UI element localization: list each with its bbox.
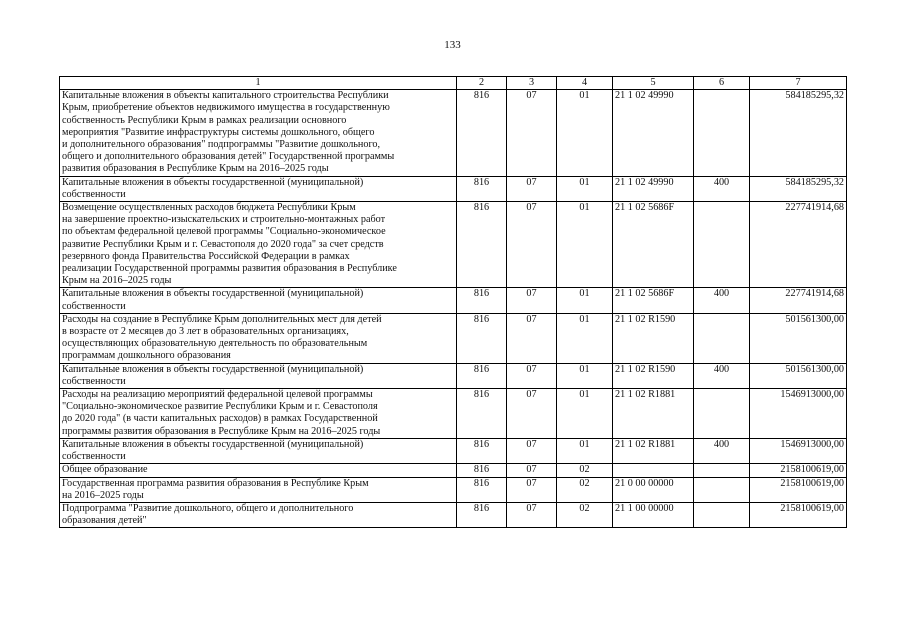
description-line: программы развития образования в Республике Крым на 2016–2025 годы bbox=[62, 425, 381, 437]
amount-cell: 584185295,32 bbox=[750, 176, 847, 201]
target-article-cell: 21 0 00 00000 bbox=[613, 477, 694, 502]
expense-type-cell: 400 bbox=[694, 288, 750, 313]
description-line: развитие Республики Крым и г. Севастополя до 2020 года" за счет средств bbox=[62, 238, 384, 250]
description-line: собственности bbox=[62, 375, 126, 387]
amount-cell: 1546913000,00 bbox=[750, 438, 847, 463]
description-cell bbox=[60, 464, 457, 477]
expense-type-cell bbox=[694, 464, 750, 477]
description-line: в возрасте от 2 месяцев до 3 лет в образовательных организациях, bbox=[62, 326, 349, 338]
ministry-code-cell: 816 bbox=[457, 502, 507, 527]
description-line: собственности bbox=[62, 451, 126, 463]
description-line: образования детей" bbox=[62, 515, 147, 527]
description-line: программам дошкольного образования bbox=[62, 350, 231, 362]
description-line: Крым, приобретение объектов недвижимого имущества в государственную bbox=[62, 102, 390, 114]
amount-cell: 2158100619,00 bbox=[750, 502, 847, 527]
description-line: собственности bbox=[62, 188, 126, 200]
table-row bbox=[60, 90, 847, 176]
amount-cell: 2158100619,00 bbox=[750, 477, 847, 502]
description-line: на 2016–2025 годы bbox=[62, 489, 144, 501]
table-row bbox=[60, 389, 847, 439]
target-article-cell: 21 1 02 5686F bbox=[613, 202, 694, 288]
description-line: Крым на 2016–2025 годы bbox=[62, 275, 172, 287]
description-line: Государственная программа развития образования в Республике Крым bbox=[62, 477, 369, 489]
column-number-7: 7 bbox=[750, 77, 847, 90]
ministry-code-cell: 816 bbox=[457, 477, 507, 502]
subsection-code-cell: 01 bbox=[557, 176, 613, 201]
expense-type-cell: 400 bbox=[694, 363, 750, 388]
amount-cell: 227741914,68 bbox=[750, 202, 847, 288]
subsection-code-cell: 02 bbox=[557, 502, 613, 527]
description-line: Капитальные вложения в объекты государственной (муниципальной) bbox=[62, 288, 364, 300]
description-line: собственности bbox=[62, 300, 126, 312]
description-line: Подпрограмма "Развитие дошкольного, общего и дополнительного bbox=[62, 502, 354, 514]
description-line: Капитальные вложения в объекты государственной (муниципальной) bbox=[62, 438, 364, 450]
budget-table bbox=[59, 76, 847, 528]
target-article-cell: 21 1 02 5686F bbox=[613, 288, 694, 313]
section-code-cell: 07 bbox=[507, 313, 557, 363]
description-line: общего и дополнительного образования детей" Государственной программы bbox=[62, 151, 395, 163]
description-line: и дополнительного образования" подпрограммы "Развитие дошкольного, bbox=[62, 139, 381, 151]
table-row bbox=[60, 464, 847, 477]
target-article-cell: 21 1 02 49990 bbox=[613, 176, 694, 201]
section-code-cell: 07 bbox=[507, 288, 557, 313]
section-code-cell: 07 bbox=[507, 363, 557, 388]
table-row bbox=[60, 202, 847, 288]
ministry-code-cell: 816 bbox=[457, 464, 507, 477]
budget-table-body bbox=[60, 77, 847, 528]
section-code-cell: 07 bbox=[507, 202, 557, 288]
description-line: до 2020 года" (в части капитальных расходов) в рамках Государственной bbox=[62, 413, 378, 425]
description-line: Капитальные вложения в объекты капитального строительства Республики bbox=[62, 90, 389, 102]
ministry-code-cell: 816 bbox=[457, 90, 507, 176]
description-cell bbox=[60, 313, 457, 363]
column-number-2: 2 bbox=[457, 77, 507, 90]
description-line: осуществляющих образовательную деятельность по образовательным bbox=[62, 338, 368, 350]
amount-cell: 501561300,00 bbox=[750, 313, 847, 363]
subsection-code-cell: 01 bbox=[557, 90, 613, 176]
subsection-code-cell: 01 bbox=[557, 363, 613, 388]
subsection-code-cell: 01 bbox=[557, 389, 613, 439]
target-article-cell: 21 1 02 R1590 bbox=[613, 363, 694, 388]
subsection-code-cell: 02 bbox=[557, 464, 613, 477]
target-article-cell: 21 1 02 R1881 bbox=[613, 389, 694, 439]
table-row bbox=[60, 502, 847, 527]
section-code-cell: 07 bbox=[507, 477, 557, 502]
amount-cell: 2158100619,00 bbox=[750, 464, 847, 477]
section-code-cell: 07 bbox=[507, 464, 557, 477]
description-cell bbox=[60, 389, 457, 439]
section-code-cell: 07 bbox=[507, 502, 557, 527]
description-line: Возмещение осуществленных расходов бюджета Республики Крым bbox=[62, 202, 356, 214]
expense-type-cell bbox=[694, 389, 750, 439]
expense-type-cell bbox=[694, 502, 750, 527]
ministry-code-cell: 816 bbox=[457, 202, 507, 288]
table-row bbox=[60, 477, 847, 502]
expense-type-cell bbox=[694, 90, 750, 176]
description-cell bbox=[60, 438, 457, 463]
section-code-cell: 07 bbox=[507, 90, 557, 176]
subsection-code-cell: 02 bbox=[557, 477, 613, 502]
expense-type-cell bbox=[694, 202, 750, 288]
amount-cell: 1546913000,00 bbox=[750, 389, 847, 439]
description-line: мероприятия "Развитие инфраструктуры системы дошкольного, общего bbox=[62, 126, 375, 138]
table-row bbox=[60, 176, 847, 201]
description-cell bbox=[60, 176, 457, 201]
table-row bbox=[60, 288, 847, 313]
table-row bbox=[60, 438, 847, 463]
column-number-row bbox=[60, 77, 847, 90]
amount-cell: 227741914,68 bbox=[750, 288, 847, 313]
expense-type-cell: 400 bbox=[694, 438, 750, 463]
description-line: Расходы на создание в Республике Крым дополнительных мест для детей bbox=[62, 313, 382, 325]
expense-type-cell bbox=[694, 313, 750, 363]
expense-type-cell: 400 bbox=[694, 176, 750, 201]
ministry-code-cell: 816 bbox=[457, 438, 507, 463]
description-line: собственность Республики Крым в рамках реализации основного bbox=[62, 114, 347, 126]
subsection-code-cell: 01 bbox=[557, 202, 613, 288]
description-cell bbox=[60, 202, 457, 288]
target-article-cell: 21 1 02 49990 bbox=[613, 90, 694, 176]
ministry-code-cell: 816 bbox=[457, 363, 507, 388]
target-article-cell bbox=[613, 464, 694, 477]
description-line: развития образования в Республике Крым на 2016–2025 годы bbox=[62, 163, 329, 175]
section-code-cell: 07 bbox=[507, 438, 557, 463]
column-number-6: 6 bbox=[694, 77, 750, 90]
column-number-3: 3 bbox=[507, 77, 557, 90]
description-cell bbox=[60, 90, 457, 176]
ministry-code-cell: 816 bbox=[457, 288, 507, 313]
column-number-5: 5 bbox=[613, 77, 694, 90]
target-article-cell: 21 1 02 R1881 bbox=[613, 438, 694, 463]
column-number-1: 1 bbox=[60, 77, 457, 90]
subsection-code-cell: 01 bbox=[557, 288, 613, 313]
ministry-code-cell: 816 bbox=[457, 313, 507, 363]
description-line: Капитальные вложения в объекты государственной (муниципальной) bbox=[62, 363, 364, 375]
column-number-4: 4 bbox=[557, 77, 613, 90]
ministry-code-cell: 816 bbox=[457, 389, 507, 439]
description-line: реализации Государственной программы развития образования в Республике bbox=[62, 263, 397, 275]
description-cell bbox=[60, 477, 457, 502]
ministry-code-cell: 816 bbox=[457, 176, 507, 201]
description-line: резервного фонда Правительства Российской Федерации в рамках bbox=[62, 250, 350, 262]
target-article-cell: 21 1 00 00000 bbox=[613, 502, 694, 527]
description-line: Капитальные вложения в объекты государственной (муниципальной) bbox=[62, 176, 364, 188]
description-line: по объектам федеральной целевой программы "Социально-экономическое bbox=[62, 226, 386, 238]
amount-cell: 584185295,32 bbox=[750, 90, 847, 176]
description-cell bbox=[60, 288, 457, 313]
description-line: на завершение проектно-изыскательских и строительно-монтажных работ bbox=[62, 214, 386, 226]
expense-type-cell bbox=[694, 477, 750, 502]
amount-cell: 501561300,00 bbox=[750, 363, 847, 388]
subsection-code-cell: 01 bbox=[557, 438, 613, 463]
page-number: 133 bbox=[444, 39, 461, 51]
subsection-code-cell: 01 bbox=[557, 313, 613, 363]
table-row bbox=[60, 363, 847, 388]
section-code-cell: 07 bbox=[507, 176, 557, 201]
description-line: Расходы на реализацию мероприятий федеральной целевой программы bbox=[62, 389, 373, 401]
table-row bbox=[60, 313, 847, 363]
description-line: "Социально-экономическое развитие Республики Крым и г. Севастополя bbox=[62, 401, 378, 413]
description-line: Общее образование bbox=[62, 464, 148, 476]
description-cell bbox=[60, 363, 457, 388]
section-code-cell: 07 bbox=[507, 389, 557, 439]
target-article-cell: 21 1 02 R1590 bbox=[613, 313, 694, 363]
description-cell bbox=[60, 502, 457, 527]
